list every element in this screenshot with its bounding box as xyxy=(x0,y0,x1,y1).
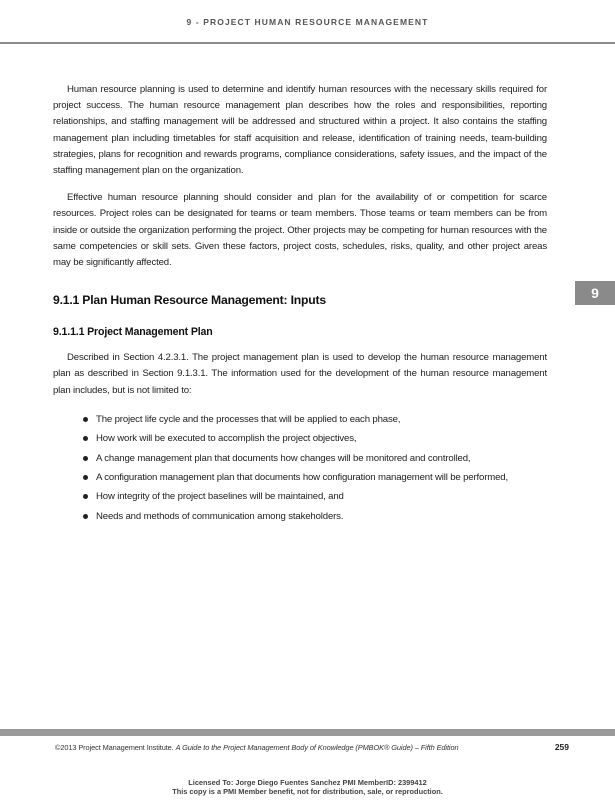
list-item xyxy=(83,410,547,429)
running-header-title: 9 - PROJECT HUMAN RESOURCE MANAGEMENT xyxy=(186,17,429,27)
paragraph-pm-plan: Described in Section 4.2.3.1. The project management plan is used to develop the human resource management plan as described in Section 9.1.3.1. The information used for the development of the human resource management plan includes, but is not limited to: xyxy=(53,352,547,396)
license-line-member: Licensed To: Jorge Diego Fuentes Sanchez PMI MemberID: 2399412 xyxy=(188,778,427,787)
license-notice xyxy=(0,779,615,796)
section-heading: 9.1.1 Plan Human Resource Management: Inputs xyxy=(53,293,326,308)
footer-copyright: ©2013 Project Management Institute. xyxy=(55,743,174,752)
list-item-text: Needs and methods of communication among stakeholders. xyxy=(96,510,344,522)
subsection-heading: 9.1.1.1 Project Management Plan xyxy=(53,326,213,339)
page-content xyxy=(53,82,547,526)
bullet-icon xyxy=(83,436,88,441)
footer-book-title: A Guide to the Project Management Body of Knowledge (PMBOK® Guide) – Fifth Edition xyxy=(175,743,459,752)
page-header xyxy=(0,0,615,44)
bullet-icon xyxy=(83,456,88,461)
list-item-text: How work will be executed to accomplish the project objectives, xyxy=(96,433,357,445)
bullet-list xyxy=(53,410,547,526)
bullet-icon xyxy=(83,514,88,519)
bullet-icon xyxy=(83,417,88,422)
bullet-icon xyxy=(83,494,88,499)
license-line-distribution: This copy is a PMI Member benefit, not for distribution, sale, or reproduction. xyxy=(172,786,443,796)
paragraph-effective-planning: Effective human resource planning should consider and plan for the availability of or competition for scarce resources. Project roles can be designated for teams or team members. Those teams or team members can be from inside or outside the organization performing the project. Other projects may be competing for human resources with the same competencies or skill sets. Given these factors, project costs, schedules, risks, quality, and other project areas may be significantly affected. xyxy=(53,192,547,269)
paragraph-hr-planning: Human resource planning is used to determine and identify human resources with the necessary skills required for project success. The human resource management plan describes how the roles and responsibilities, reporting relationships, and staffing management will be addressed and structured within a project. It also contains the staffing management plan including timetables for staff acquisition and release, identification of training needs, team-building strategies, plans for recognition and rewards programs, compliance considerations, safety issues, and the impact of the staffing management plan on the organization. xyxy=(53,84,547,177)
footer-rule xyxy=(0,729,615,736)
list-item xyxy=(83,487,547,506)
page-number: 259 xyxy=(554,742,569,752)
list-item xyxy=(83,507,547,526)
list-item-text: How integrity of the project baselines will be maintained, and xyxy=(96,491,344,503)
footer-citation xyxy=(55,743,459,752)
list-item-text: A configuration management plan that documents how configuration management will be performed, xyxy=(96,472,509,484)
list-item xyxy=(83,449,547,468)
chapter-tab: 9 xyxy=(575,281,615,305)
list-item-text: A change management plan that documents how changes will be monitored and controlled, xyxy=(96,452,471,464)
list-item xyxy=(83,468,547,487)
bullet-icon xyxy=(83,475,88,480)
list-item-text: The project life cycle and the processes that will be applied to each phase, xyxy=(96,413,401,425)
list-item xyxy=(83,429,547,448)
